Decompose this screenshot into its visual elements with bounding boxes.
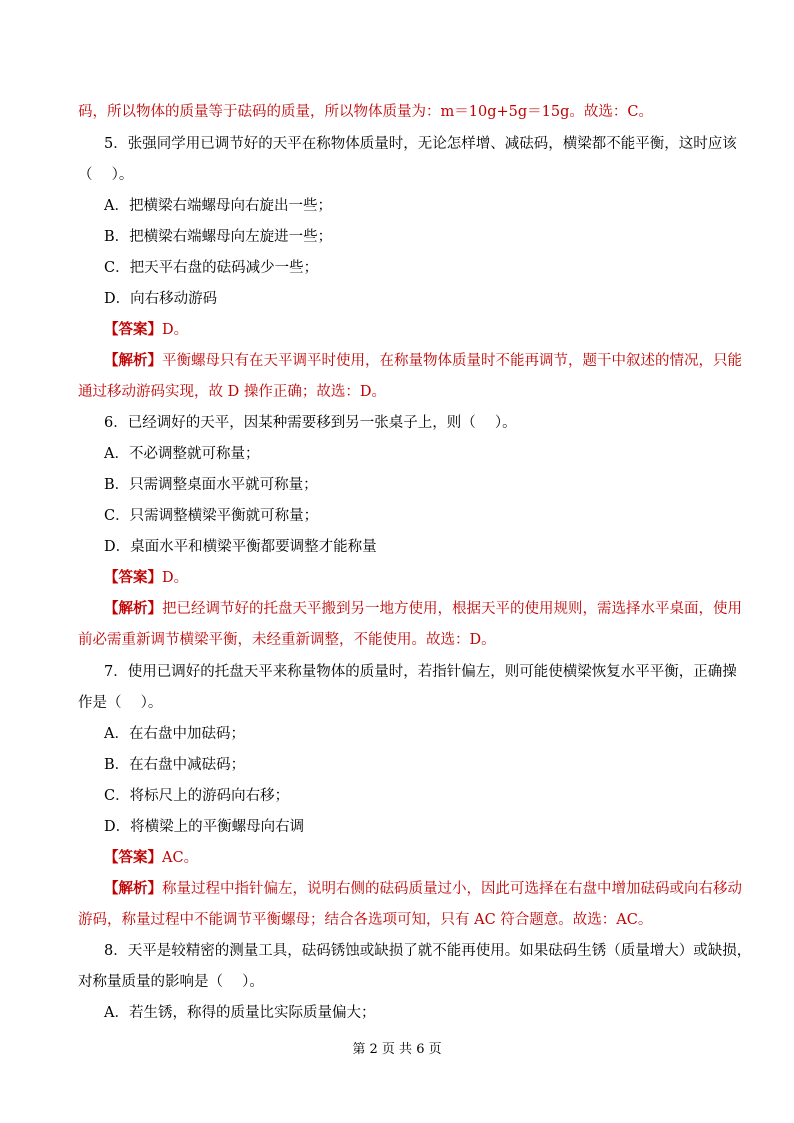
option-d: D．桌面水平和横梁平衡都要调整才能称量	[104, 539, 377, 555]
answer-text: AC。	[162, 850, 199, 866]
option-c: C．把天平右盘的砝码减少一些；	[104, 260, 319, 276]
analysis-text: 平衡螺母只有在天平调平时使用，在称量物体质量时不能再调节，题干中叙述的情况，只能	[162, 353, 742, 369]
answer-text: D。	[162, 570, 189, 586]
option-d: D．向右移动游码	[104, 291, 218, 307]
option-b: B．在右盘中减砝码；	[104, 757, 246, 773]
option-a: A．不必调整就可称量；	[104, 446, 260, 462]
analysis-label: 【解析】	[104, 880, 162, 897]
option-d: D．将横梁上的平衡螺母向右调	[104, 819, 305, 835]
option-a: A．把横梁右端螺母向右旋出一些；	[104, 198, 332, 214]
answer-label: 【答案】	[104, 849, 162, 866]
question-7-line-2: 作是（ ）。	[78, 695, 163, 711]
analysis-line-2: 游码，称量过程中不能调节平衡螺母；结合各选项可知，只有 AC 符合题意。故选：AC。	[78, 912, 653, 928]
question-5-line-2: （ ）。	[78, 167, 134, 183]
analysis-line	[104, 879, 742, 899]
option-b: B．把横梁右端螺母向左旋进一些；	[104, 229, 333, 245]
answer-label: 【答案】	[104, 569, 162, 586]
analysis-line	[104, 599, 742, 619]
option-a: A．若生锈，称得的质量比实际质量偏大；	[104, 1005, 376, 1021]
option-c: C．将标尺上的游码向右移；	[104, 788, 290, 804]
question-5-line-1: 5．张强同学用已调节好的天平在称物体质量时，无论怎样增、减砝码，横梁都不能平衡，这时应该	[104, 136, 737, 152]
answer-line	[104, 568, 188, 588]
text-line: 码，所以物体的质量等于砝码的质量，所以物体质量为：m＝10g+5g＝15g。故选：C。	[78, 104, 653, 120]
page-footer: 第 2 页 共 6 页	[352, 1042, 442, 1057]
analysis-label: 【解析】	[104, 600, 162, 617]
question-8-line-1: 8．天平是较精密的测量工具，砝码锈蚀或缺损了就不能再使用。如果砝码生锈（质量增大）或缺损，	[104, 943, 752, 959]
answer-text: D。	[162, 322, 189, 338]
question-8-line-2: 对称量质量的影响是（ ）。	[78, 974, 264, 990]
question-7-line-1: 7．使用已调好的托盘天平来称量物体的质量时，若指针偏左，则可能使横梁恢复水平平衡，正确操	[104, 664, 737, 680]
answer-line	[104, 848, 198, 868]
option-a: A．在右盘中加砝码；	[104, 726, 245, 742]
answer-label: 【答案】	[104, 321, 162, 338]
analysis-label: 【解析】	[104, 352, 162, 369]
analysis-line-2: 通过移动游码实现，故 D 操作正确；故选：D。	[78, 384, 386, 400]
answer-line	[104, 320, 188, 340]
analysis-line-2: 前必需重新调节横梁平衡，未经重新调整，不能使用。故选：D。	[78, 632, 496, 648]
analysis-text: 把已经调节好的托盘天平搬到另一地方使用，根据天平的使用规则，需选择水平桌面，使用	[162, 601, 742, 617]
analysis-line	[104, 351, 742, 371]
option-c: C．只需调整横梁平衡就可称量；	[104, 508, 319, 524]
analysis-text: 称量过程中指针偏左，说明右侧的砝码质量过小，因此可选择在右盘中增加砝码或向右移动	[162, 881, 742, 897]
question-6-line: 6．已经调好的天平，因某种需要移到另一张桌子上，则（ ）。	[104, 415, 517, 431]
option-b: B．只需调整桌面水平就可称量；	[104, 477, 318, 493]
